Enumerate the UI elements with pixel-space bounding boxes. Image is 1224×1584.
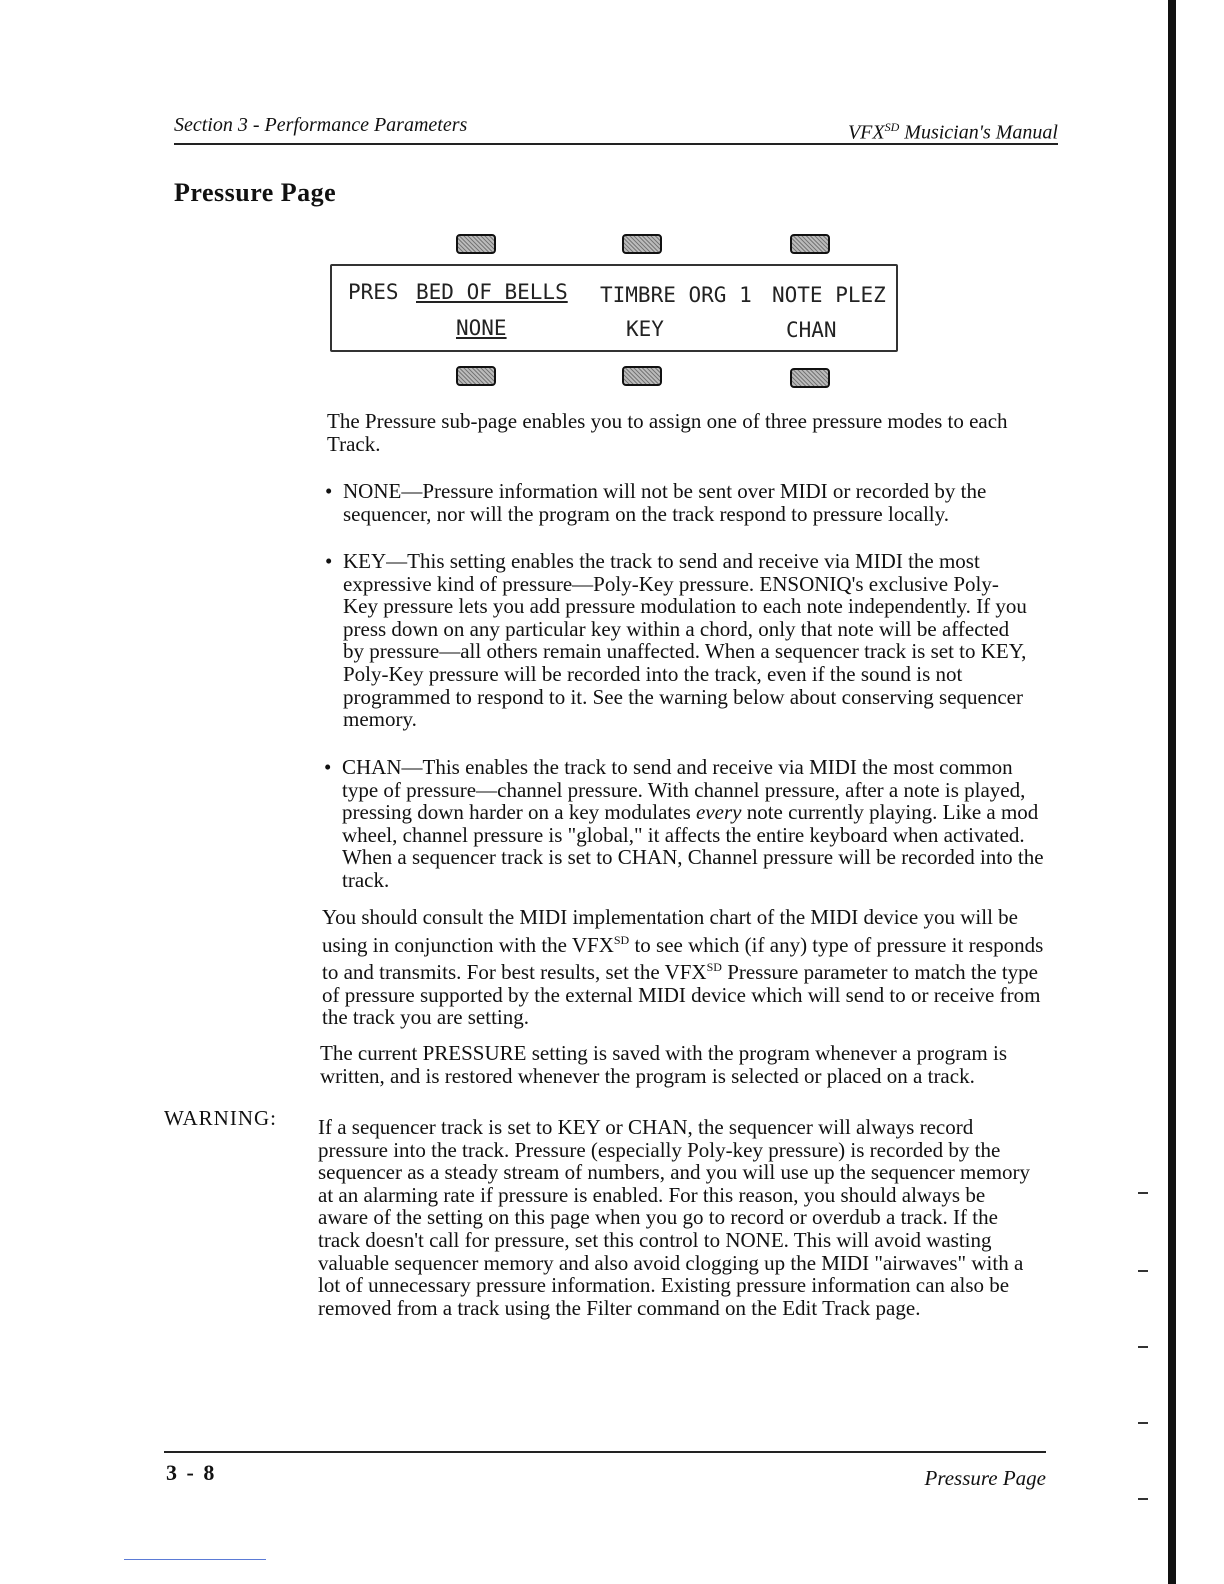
softkey-bottom-left[interactable] <box>456 366 496 386</box>
bottom-blue-line <box>124 1559 266 1560</box>
lcd-display <box>330 264 898 352</box>
bullet-chan-emphasis: every <box>696 800 742 825</box>
softkey-top-left[interactable] <box>456 234 496 254</box>
bullet-none <box>325 479 1031 526</box>
margin-tick <box>1138 1498 1148 1500</box>
warning-label: WARNING: <box>164 1106 277 1130</box>
footer-page-number: 3 - 8 <box>166 1460 217 1485</box>
header-section-title: Section 3 - Performance Parameters <box>174 114 468 136</box>
lcd-program-name: BED OF BELLS <box>416 280 568 304</box>
bullet-dot: • <box>325 479 333 503</box>
lcd-timbre: TIMBRE ORG 1 <box>600 283 752 307</box>
manual-superscript: SD <box>884 120 900 134</box>
margin-tick <box>1138 1346 1148 1348</box>
page-title: Pressure Page <box>174 178 337 207</box>
scan-edge-bar <box>1168 0 1176 1584</box>
softkey-bottom-right[interactable] <box>790 368 830 388</box>
footer-rule <box>164 1451 1046 1453</box>
softkey-top-right[interactable] <box>790 234 830 254</box>
manual-prefix: VFX <box>847 121 885 144</box>
softkey-bottom-center[interactable] <box>622 366 662 386</box>
margin-tick <box>1138 1422 1148 1424</box>
consult-sup-1: SD <box>613 932 630 947</box>
bullet-chan-text-2: note currently playing. Like a mod wheel, channel pressure is "global," it affects the entire keyboard when activated. When a sequencer track is set to CHAN, Channel pressure will be recorded into the track. <box>342 800 1044 892</box>
current-setting-paragraph: The current PRESSURE setting is saved with the program whenever a program is written, and is restored whenever the program is selected or placed on a track. <box>320 1041 1008 1088</box>
consult-text-1: You should consult the MIDI implementation chart of the MIDI device you will be using in conjunction with the VFX <box>322 905 1018 957</box>
consult-paragraph <box>322 906 1052 1029</box>
footer-page-name: Pressure Page <box>924 1466 1046 1490</box>
header-rule <box>174 143 1058 145</box>
consult-text-3: Pressure parameter to match the type of pressure supported by the external MIDI device which will send to or receive from the track you are setting. <box>322 960 1041 1030</box>
consult-text-2: to see which (if any) type of pressure it responds to and transmits. For best results, set the VFX <box>322 932 1044 985</box>
bullet-dot: • <box>325 549 333 573</box>
lcd-mode-none: NONE <box>456 316 507 340</box>
consult-sup-2: SD <box>706 960 722 975</box>
manual-suffix: Musician's Manual <box>899 121 1058 144</box>
bullet-dot: • <box>324 755 332 779</box>
warning-text: If a sequencer track is set to KEY or CHAN, the sequencer will always record pressure into the track. Pressure (especially Poly-key pressure) is recorded by the sequencer as a steady stream of numbers, and you will use up the sequencer memory at an alarming rate if pressure is enabled. For this reason, you should always be aware of the setting on this page when you go to record or overdub a track. If the track doesn't call for pressure, set this control to NONE. This will avoid wasting valuable sequencer memory and also avoid clogging up the MIDI "airwaves" with a lot of unnecessary pressure information. Existing pressure information can also be removed from a track using the Filter command on the Edit Track page. <box>318 1115 1031 1320</box>
lcd-mode-chan: CHAN <box>786 318 837 342</box>
margin-tick <box>1138 1192 1148 1194</box>
bullet-none-text: NONE—Pressure information will not be sent over MIDI or recorded by the sequencer, nor will the program on the track respond to pressure locally. <box>343 479 987 526</box>
softkey-top-center[interactable] <box>622 234 662 254</box>
header-manual-title <box>848 120 1058 145</box>
lcd-note: NOTE PLEZ <box>772 283 886 307</box>
lcd-pres-label: PRES <box>348 280 399 304</box>
bullet-key-text: KEY—This setting enables the track to send and receive via MIDI the most expressive kind of pressure—Poly-Key pressure. ENSONIQ's exclusive Poly-Key pressure lets you add pressure modulation to each note independently. If you press down on any particular key within a chord, only that note will be affected by pressure—all others remain unaffected. When a sequencer track is set to KEY, Poly-Key pressure will be recorded into the track, even if the sound is not programmed to respond to it. See the warning below about conserving sequencer memory. <box>343 549 1027 732</box>
intro-paragraph: The Pressure sub-page enables you to assign one of three pressure modes to each Track. <box>327 409 1008 456</box>
lcd-mode-key: KEY <box>626 317 664 341</box>
bullet-chan <box>324 755 1048 892</box>
bullet-key <box>325 549 1033 732</box>
bullet-chan-text-1: CHAN—This enables the track to send and receive via MIDI the most common type of pressure—channel pressure. With channel pressure, after a note is played, pressing down harder on a key modulates <box>342 755 1026 825</box>
margin-tick <box>1138 1270 1148 1272</box>
